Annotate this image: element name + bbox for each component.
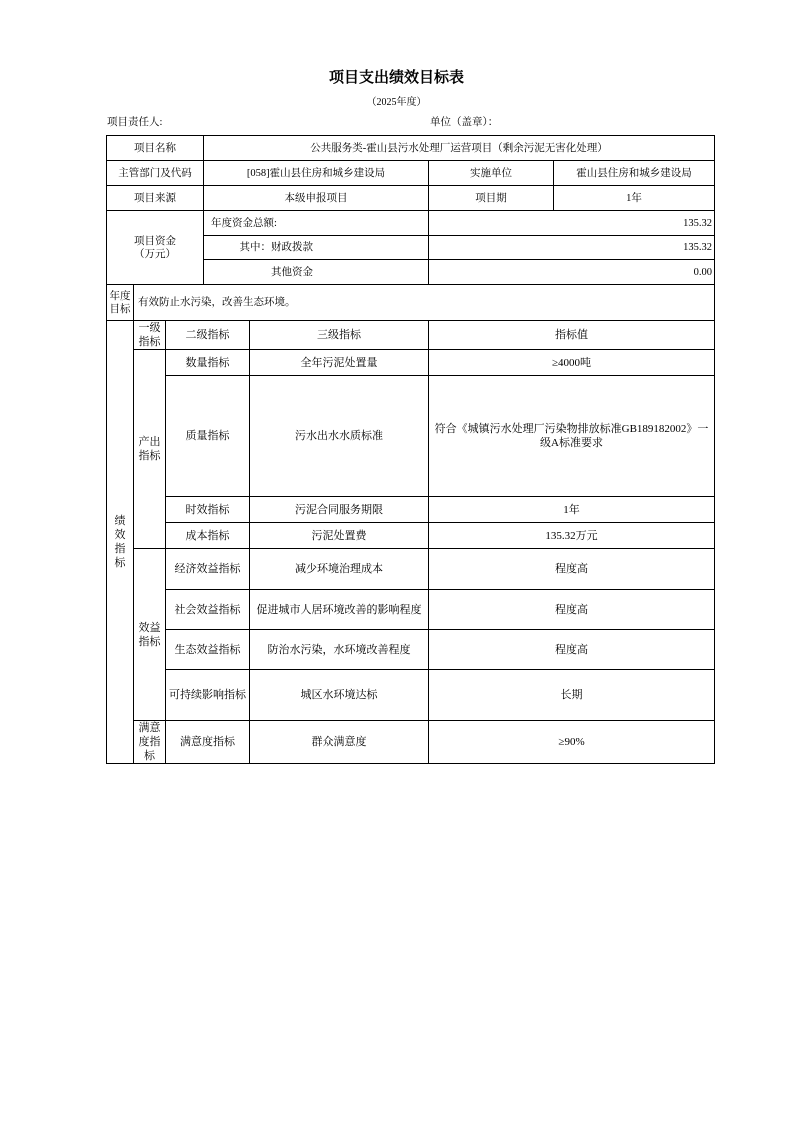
indicator-level2: 社会效益指标 <box>166 590 250 630</box>
indicator-level2: 数量指标 <box>166 350 250 376</box>
indicator-level2: 满意度指标 <box>166 721 250 764</box>
indicator-value: ≥4000吨 <box>429 350 715 376</box>
indicator-level3: 全年污泥处置量 <box>250 350 429 376</box>
indicator-value: 程度高 <box>429 630 715 670</box>
header-level2: 二级指标 <box>166 321 250 350</box>
implementing-unit-label: 实施单位 <box>429 161 554 186</box>
header-level1: 一级指标 <box>134 321 166 350</box>
department-value: [058]霍山县住房和城乡建设局 <box>204 161 429 186</box>
indicator-level2: 时效指标 <box>166 497 250 523</box>
performance-indicators-label <box>107 321 134 764</box>
indicator-level3: 污泥合同服务期限 <box>250 497 429 523</box>
indicator-row <box>107 497 715 523</box>
indicator-level3: 污泥处置费 <box>250 523 429 549</box>
indicator-row <box>107 590 715 630</box>
project-source-label: 项目来源 <box>107 186 204 211</box>
header-level3: 三级指标 <box>250 321 429 350</box>
project-source-row <box>107 186 715 211</box>
indicator-level3: 群众满意度 <box>250 721 429 764</box>
annual-goal-text: 有效防止水污染，改善生态环境。 <box>134 285 715 321</box>
indicator-level2: 可持续影响指标 <box>166 670 250 721</box>
funding-total-row <box>107 211 715 236</box>
funding-total-label: 年度资金总额: <box>204 211 429 236</box>
funding-fiscal-label: 其中：财政拨款 <box>204 236 429 260</box>
project-name-label: 项目名称 <box>107 136 204 161</box>
level1-benefit: 效益指标 <box>134 549 166 721</box>
project-period-value: 1年 <box>554 186 715 211</box>
indicator-level3: 促进城市人居环境改善的影响程度 <box>250 590 429 630</box>
indicator-row <box>107 350 715 376</box>
indicator-row <box>107 549 715 590</box>
indicator-row <box>107 376 715 497</box>
indicator-value: ≥90% <box>429 721 715 764</box>
indicator-level3: 防治水污染，水环境改善程度 <box>250 630 429 670</box>
responsible-person-label: 项目责任人: <box>107 117 163 128</box>
indicator-level3: 减少环境治理成本 <box>250 549 429 590</box>
indicator-value: 长期 <box>429 670 715 721</box>
indicator-row <box>107 670 715 721</box>
funding-other-label: 其他资金 <box>204 260 429 285</box>
funding-label-text: 项目资金 <box>134 235 177 247</box>
project-name-row <box>107 136 715 161</box>
implementing-unit-value: 霍山县住房和城乡建设局 <box>554 161 715 186</box>
indicator-level2: 成本指标 <box>166 523 250 549</box>
project-name-value: 公共服务类-霍山县污水处理厂运营项目（剩余污泥无害化处理） <box>204 136 715 161</box>
level1-satisfaction: 满意度指标 <box>134 721 166 764</box>
indicator-level2: 经济效益指标 <box>166 549 250 590</box>
funding-unit-text: （万元） <box>134 248 177 260</box>
funding-other-value: 0.00 <box>429 260 715 285</box>
indicator-level3: 城区水环境达标 <box>250 670 429 721</box>
performance-target-table <box>106 135 715 764</box>
project-period-label: 项目期 <box>429 186 554 211</box>
document-title: 项目支出绩效目标表 <box>328 70 464 86</box>
indicator-row <box>107 630 715 670</box>
indicator-value: 符合《城镇污水处理厂污染物排放标准GB189182002》一级A标准要求 <box>429 376 715 497</box>
document-year: （2025年度） <box>366 97 427 108</box>
indicator-row <box>107 721 715 764</box>
indicator-value: 程度高 <box>429 549 715 590</box>
performance-indicators-text: 绩效指标 <box>114 515 126 569</box>
indicator-header-row <box>107 321 715 350</box>
header-value: 指标值 <box>429 321 715 350</box>
unit-seal-label: 单位（盖章）： <box>430 117 499 128</box>
annual-goal-row <box>107 285 715 321</box>
project-source-value: 本级申报项目 <box>204 186 429 211</box>
department-label: 主管部门及代码 <box>107 161 204 186</box>
indicator-level2: 生态效益指标 <box>166 630 250 670</box>
indicator-value: 135.32万元 <box>429 523 715 549</box>
indicator-level3: 污水出水水质标准 <box>250 376 429 497</box>
project-funding-label <box>107 211 204 285</box>
annual-goal-label: 年度目标 <box>107 285 134 321</box>
indicator-value: 1年 <box>429 497 715 523</box>
indicator-level2: 质量指标 <box>166 376 250 497</box>
funding-fiscal-value: 135.32 <box>429 236 715 260</box>
funding-total-value: 135.32 <box>429 211 715 236</box>
level1-output: 产出指标 <box>134 350 166 549</box>
department-row <box>107 161 715 186</box>
indicator-row <box>107 523 715 549</box>
indicator-value: 程度高 <box>429 590 715 630</box>
